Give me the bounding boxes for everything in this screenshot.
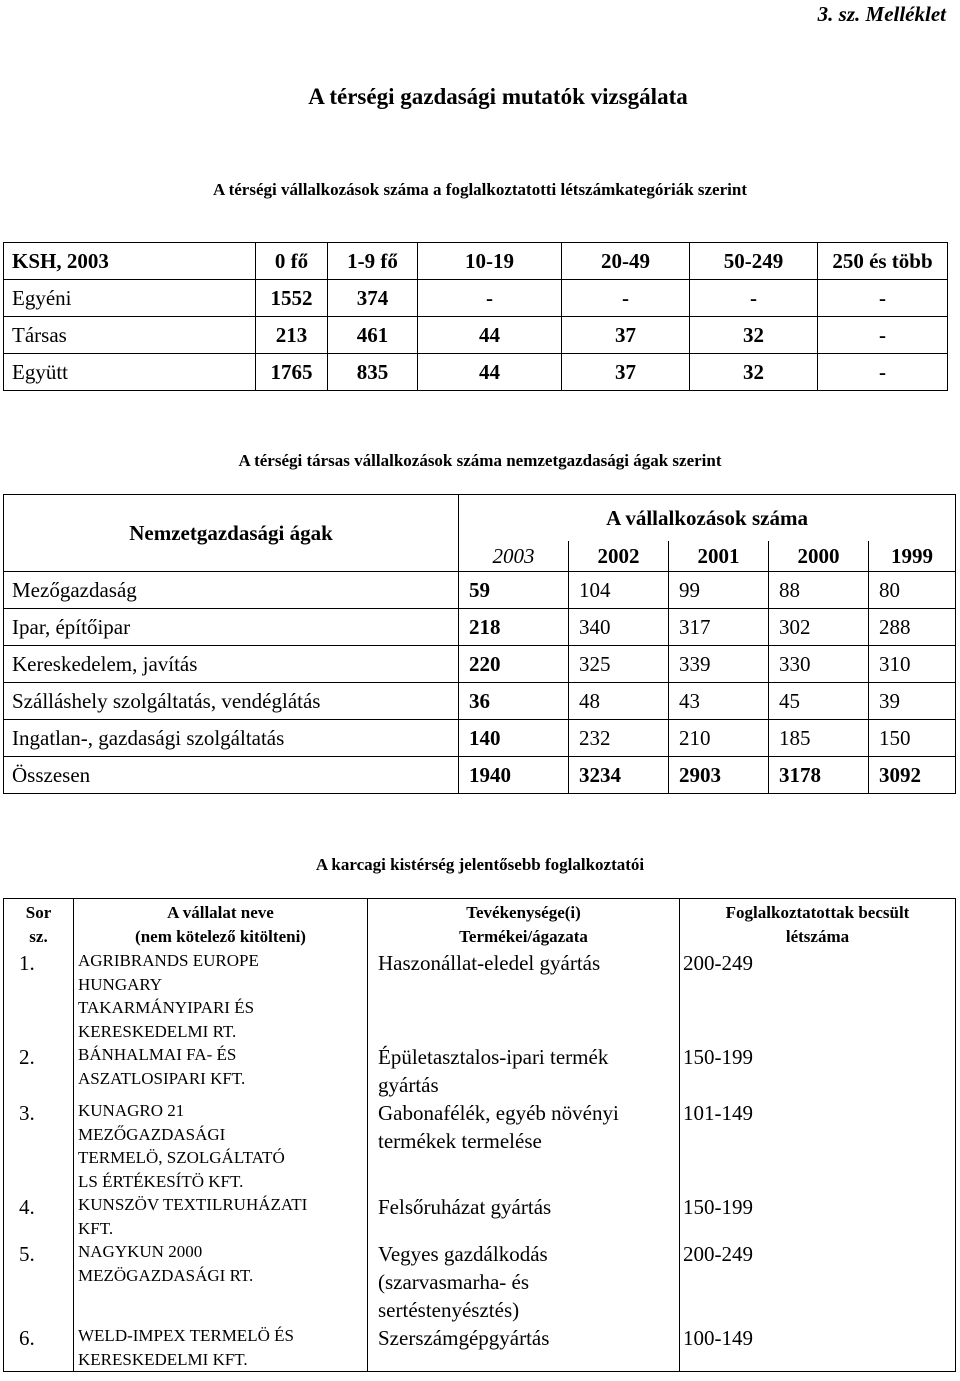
table-row (4, 1240, 956, 1324)
table-cell: - (818, 317, 948, 354)
company-line: KUNAGRO 21 (78, 1101, 185, 1120)
table-row (4, 1099, 956, 1193)
header-line: (nem kötelező kitölteni) (135, 927, 306, 946)
header-cell: 0 fő (256, 243, 328, 280)
workforce-category-table (3, 242, 948, 391)
employers-table (3, 898, 956, 1372)
company-line: TERMELÖ, SZOLGÁLTATÓ (78, 1148, 285, 1167)
table-cell: 317 (669, 609, 769, 646)
table-cell: 340 (569, 609, 669, 646)
table-cell: 44 (418, 354, 562, 391)
table-row (4, 646, 956, 683)
table-cell: 218 (459, 609, 569, 646)
row-number: 4. (4, 1193, 74, 1240)
table3-title: A karcagi kistérség jelentősebb foglalkoztatói (315, 855, 645, 874)
activity (368, 1240, 680, 1324)
table-cell: 374 (328, 280, 418, 317)
row-number: 1. (4, 949, 74, 1043)
table-cell: 43 (669, 683, 769, 720)
table-cell: - (690, 280, 818, 317)
table-cell: 150 (869, 720, 956, 757)
header-line: Termékei/ágazata (459, 927, 588, 946)
table-cell: 37 (562, 317, 690, 354)
table-row (4, 572, 956, 609)
table-cell: 302 (769, 609, 869, 646)
row-number: 5. (4, 1240, 74, 1324)
table-cell: 2903 (669, 757, 769, 794)
header-cell: 20-49 (562, 243, 690, 280)
company-name (74, 1099, 368, 1193)
table-cell: 1765 (256, 354, 328, 391)
table-header-row (4, 495, 956, 542)
activity-line: (szarvasmarha- és (378, 1270, 529, 1294)
table-row (4, 1324, 956, 1372)
table-cell: 48 (569, 683, 669, 720)
header-line: létszáma (785, 927, 850, 946)
table-cell: 185 (769, 720, 869, 757)
row-label: Társas (4, 317, 256, 354)
staff-estimate: 101-149 (680, 1099, 956, 1193)
header-cell (74, 899, 368, 950)
table-cell: 140 (459, 720, 569, 757)
activity-line: Vegyes gazdálkodás (378, 1242, 548, 1266)
table-cell: - (818, 280, 948, 317)
company-line: MEZŐGAZDASÁGI (78, 1124, 226, 1144)
table-cell: 39 (869, 683, 956, 720)
table-row (4, 317, 948, 354)
staff-estimate: 100-149 (680, 1324, 956, 1372)
economic-branch-table (3, 494, 956, 794)
table-cell: 99 (669, 572, 769, 609)
table-row (4, 720, 956, 757)
table-row (4, 683, 956, 720)
company-line: NAGYKUN 2000 (78, 1242, 203, 1261)
table-cell: 310 (869, 646, 956, 683)
company-line: HUNGARY (78, 974, 163, 994)
table-cell: 461 (328, 317, 418, 354)
table-cell: 59 (459, 572, 569, 609)
count-header: A vállalkozások száma (459, 495, 956, 542)
table-cell: 44 (418, 317, 562, 354)
table-header-row (4, 899, 956, 950)
activity-line: gyártás (378, 1073, 439, 1097)
activity-line: termékek termelése (378, 1129, 542, 1153)
table-cell: 80 (869, 572, 956, 609)
activity-line: Haszonállat-eledel gyártás (378, 951, 601, 975)
table-row (4, 280, 948, 317)
company-line: LS ÉRTÉKESÍTÖ KFT. (78, 1171, 244, 1191)
header-cell (680, 899, 956, 950)
header-cell: KSH, 2003 (4, 243, 256, 280)
activity-line: Épületasztalos-ipari termék (378, 1045, 609, 1069)
row-number: 6. (4, 1324, 74, 1372)
header-line: Tevékenysége(i) (466, 903, 581, 922)
table-cell: - (818, 354, 948, 391)
table1-title: A térségi vállalkozások száma a foglalkoztatotti létszámkategóriák szerint (213, 180, 747, 199)
activity-line: Felsőruházat gyártás (378, 1195, 552, 1219)
year-cell: 2001 (669, 541, 769, 572)
table-cell: - (562, 280, 690, 317)
table-cell: 1552 (256, 280, 328, 317)
company-line: ASZATLOSIPARI KFT. (78, 1068, 246, 1088)
row-label: Ipar, építőipar (4, 609, 459, 646)
year-cell: 1999 (869, 541, 956, 572)
company-name (74, 1043, 368, 1099)
table-row (4, 1043, 956, 1099)
page-title: A térségi gazdasági mutatók vizsgálata (308, 84, 688, 109)
table-cell: 104 (569, 572, 669, 609)
table-cell: 36 (459, 683, 569, 720)
table-cell: - (418, 280, 562, 317)
company-line: MEZÖGAZDASÁGI RT. (78, 1265, 254, 1285)
staff-estimate: 200-249 (680, 1240, 956, 1324)
header-line: Foglalkoztatottak becsült (725, 903, 910, 922)
branch-header: Nemzetgazdasági ágak (4, 495, 459, 572)
header-cell: 10-19 (418, 243, 562, 280)
table-cell: 232 (569, 720, 669, 757)
table-row (4, 1193, 956, 1240)
company-line: KFT. (78, 1218, 114, 1238)
table-cell: 3092 (869, 757, 956, 794)
header-cell (368, 899, 680, 950)
row-number: 3. (4, 1099, 74, 1193)
header-cell: 1-9 fő (328, 243, 418, 280)
year-cell: 2003 (459, 541, 569, 572)
table-cell: 835 (328, 354, 418, 391)
row-label: Egyéni (4, 280, 256, 317)
company-name (74, 1240, 368, 1324)
activity-line: Gabonafélék, egyéb növényi (378, 1101, 619, 1125)
activity-line: sertéstenyésztés) (378, 1298, 520, 1322)
header-line: A vállalat neve (167, 903, 274, 922)
header-cell (4, 899, 74, 950)
activity-line: Szerszámgépgyártás (378, 1326, 550, 1350)
activity (368, 1324, 680, 1372)
staff-estimate: 200-249 (680, 949, 956, 1043)
row-label: Kereskedelem, javítás (4, 646, 459, 683)
activity (368, 1193, 680, 1240)
company-line: KUNSZÖV TEXTILRUHÁZATI (78, 1195, 308, 1214)
table-cell: 220 (459, 646, 569, 683)
company-line: AGRIBRANDS EUROPE (78, 951, 259, 970)
company-line: BÁNHALMAI FA- ÉS (78, 1045, 237, 1064)
company-name (74, 1324, 368, 1372)
staff-estimate: 150-199 (680, 1043, 956, 1099)
table-cell: 1940 (459, 757, 569, 794)
row-label: Szálláshely szolgáltatás, vendéglátás (4, 683, 459, 720)
table-row (4, 949, 956, 1043)
header-cell: 50-249 (690, 243, 818, 280)
table2-title: A térségi társas vállalkozások száma nemzetgazdasági ágak szerint (238, 451, 722, 470)
company-line: WELD-IMPEX TERMELÖ ÉS (78, 1326, 294, 1345)
table-row (4, 609, 956, 646)
row-label: Ingatlan-, gazdasági szolgáltatás (4, 720, 459, 757)
header-cell: 250 és több (818, 243, 948, 280)
table-cell: 88 (769, 572, 869, 609)
table-header-row (4, 243, 948, 280)
company-line: TAKARMÁNYIPARI ÉS (78, 998, 255, 1017)
row-label: Mezőgazdaság (4, 572, 459, 609)
table-cell: 339 (669, 646, 769, 683)
company-line: KERESKEDELMI RT. (78, 1021, 237, 1041)
header-line: sz. (29, 927, 48, 946)
total-row (4, 757, 956, 794)
year-cell: 2002 (569, 541, 669, 572)
table-cell: 3234 (569, 757, 669, 794)
table-cell: 330 (769, 646, 869, 683)
company-name (74, 1193, 368, 1240)
table-cell: 210 (669, 720, 769, 757)
annex-label: 3. sz. Melléklet (817, 2, 946, 26)
company-name (74, 949, 368, 1043)
row-number: 2. (4, 1043, 74, 1099)
table-cell: 288 (869, 609, 956, 646)
table-row (4, 354, 948, 391)
activity (368, 1099, 680, 1193)
activity (368, 1043, 680, 1099)
table-cell: 325 (569, 646, 669, 683)
table-cell: 32 (690, 317, 818, 354)
header-line: Sor (25, 903, 52, 922)
table-cell: 45 (769, 683, 869, 720)
activity (368, 949, 680, 1043)
row-label: Összesen (4, 757, 459, 794)
table-cell: 3178 (769, 757, 869, 794)
staff-estimate: 150-199 (680, 1193, 956, 1240)
year-cell: 2000 (769, 541, 869, 572)
table-cell: 213 (256, 317, 328, 354)
company-line: KERESKEDELMI KFT. (78, 1349, 248, 1369)
table-cell: 32 (690, 354, 818, 391)
table-cell: 37 (562, 354, 690, 391)
row-label: Együtt (4, 354, 256, 391)
